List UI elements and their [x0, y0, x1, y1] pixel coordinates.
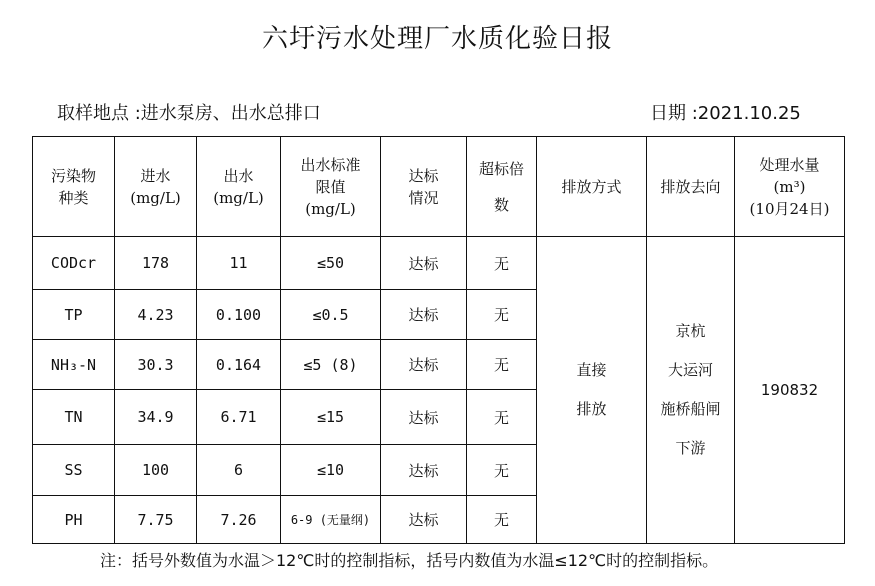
- sampling-location: 取样地点 :进水泵房、出水总排口: [57, 103, 321, 124]
- exceed-cell: 无: [467, 340, 537, 390]
- standard-cell: ≤0.5: [281, 290, 381, 340]
- compliance-cell: 达标: [381, 340, 467, 390]
- header-exceed: 超标倍 数: [467, 137, 537, 237]
- compliance-cell: 达标: [381, 390, 467, 445]
- header-row: [33, 137, 845, 237]
- compliance-cell: 达标: [381, 237, 467, 290]
- standard-cell: ≤15: [281, 390, 381, 445]
- effluent-cell: 0.164: [197, 340, 281, 390]
- pollutant-cell: TP: [33, 290, 115, 340]
- standard-cell: ≤5 (8): [281, 340, 381, 390]
- pollutant-cell: PH: [33, 496, 115, 544]
- header-discharge-dest: 排放去向: [647, 137, 735, 237]
- pollutant-cell: CODcr: [33, 237, 115, 290]
- compliance-cell: 达标: [381, 290, 467, 340]
- report-title: 六圩污水处理厂水质化验日报: [261, 24, 613, 54]
- influent-cell: 30.3: [115, 340, 197, 390]
- effluent-cell: 6.71: [197, 390, 281, 445]
- influent-cell: 100: [115, 445, 197, 496]
- effluent-cell: 6: [197, 445, 281, 496]
- influent-cell: 34.9: [115, 390, 197, 445]
- exceed-cell: 无: [467, 445, 537, 496]
- pollutant-cell: SS: [33, 445, 115, 496]
- exceed-cell: 无: [467, 237, 537, 290]
- influent-cell: 4.23: [115, 290, 197, 340]
- header-discharge-method: 排放方式: [537, 137, 647, 237]
- exceed-cell: 无: [467, 496, 537, 544]
- influent-cell: 7.75: [115, 496, 197, 544]
- table-row: [33, 237, 845, 290]
- header-pollutant: 污染物 种类: [33, 137, 115, 237]
- effluent-cell: 7.26: [197, 496, 281, 544]
- volume-value-cell: 190832: [735, 237, 845, 544]
- header-effluent: 出水 (mg/L): [197, 137, 281, 237]
- report-date: 日期 :2021.10.25: [650, 103, 801, 124]
- influent-cell: 178: [115, 237, 197, 290]
- footnote: 注：括号外数值为水温＞12℃时的控制指标，括号内数值为水温≤12℃时的控制指标。: [100, 551, 719, 570]
- standard-cell: ≤50: [281, 237, 381, 290]
- pollutant-cell: NH₃-N: [33, 340, 115, 390]
- discharge-method-cell: 直接 排放: [537, 237, 647, 544]
- water-quality-table: [32, 136, 845, 544]
- header-compliance: 达标 情况: [381, 137, 467, 237]
- header-influent: 进水 (mg/L): [115, 137, 197, 237]
- exceed-cell: 无: [467, 290, 537, 340]
- standard-cell: 6-9 (无量纲): [281, 496, 381, 544]
- standard-cell: ≤10: [281, 445, 381, 496]
- effluent-cell: 11: [197, 237, 281, 290]
- header-volume: 处理水量 (m³) (10月24日): [735, 137, 845, 237]
- discharge-dest-cell: 京杭 大运河 施桥船闸 下游: [647, 237, 735, 544]
- exceed-cell: 无: [467, 390, 537, 445]
- pollutant-cell: TN: [33, 390, 115, 445]
- compliance-cell: 达标: [381, 445, 467, 496]
- effluent-cell: 0.100: [197, 290, 281, 340]
- compliance-cell: 达标: [381, 496, 467, 544]
- header-standard: 出水标准 限值 (mg/L): [281, 137, 381, 237]
